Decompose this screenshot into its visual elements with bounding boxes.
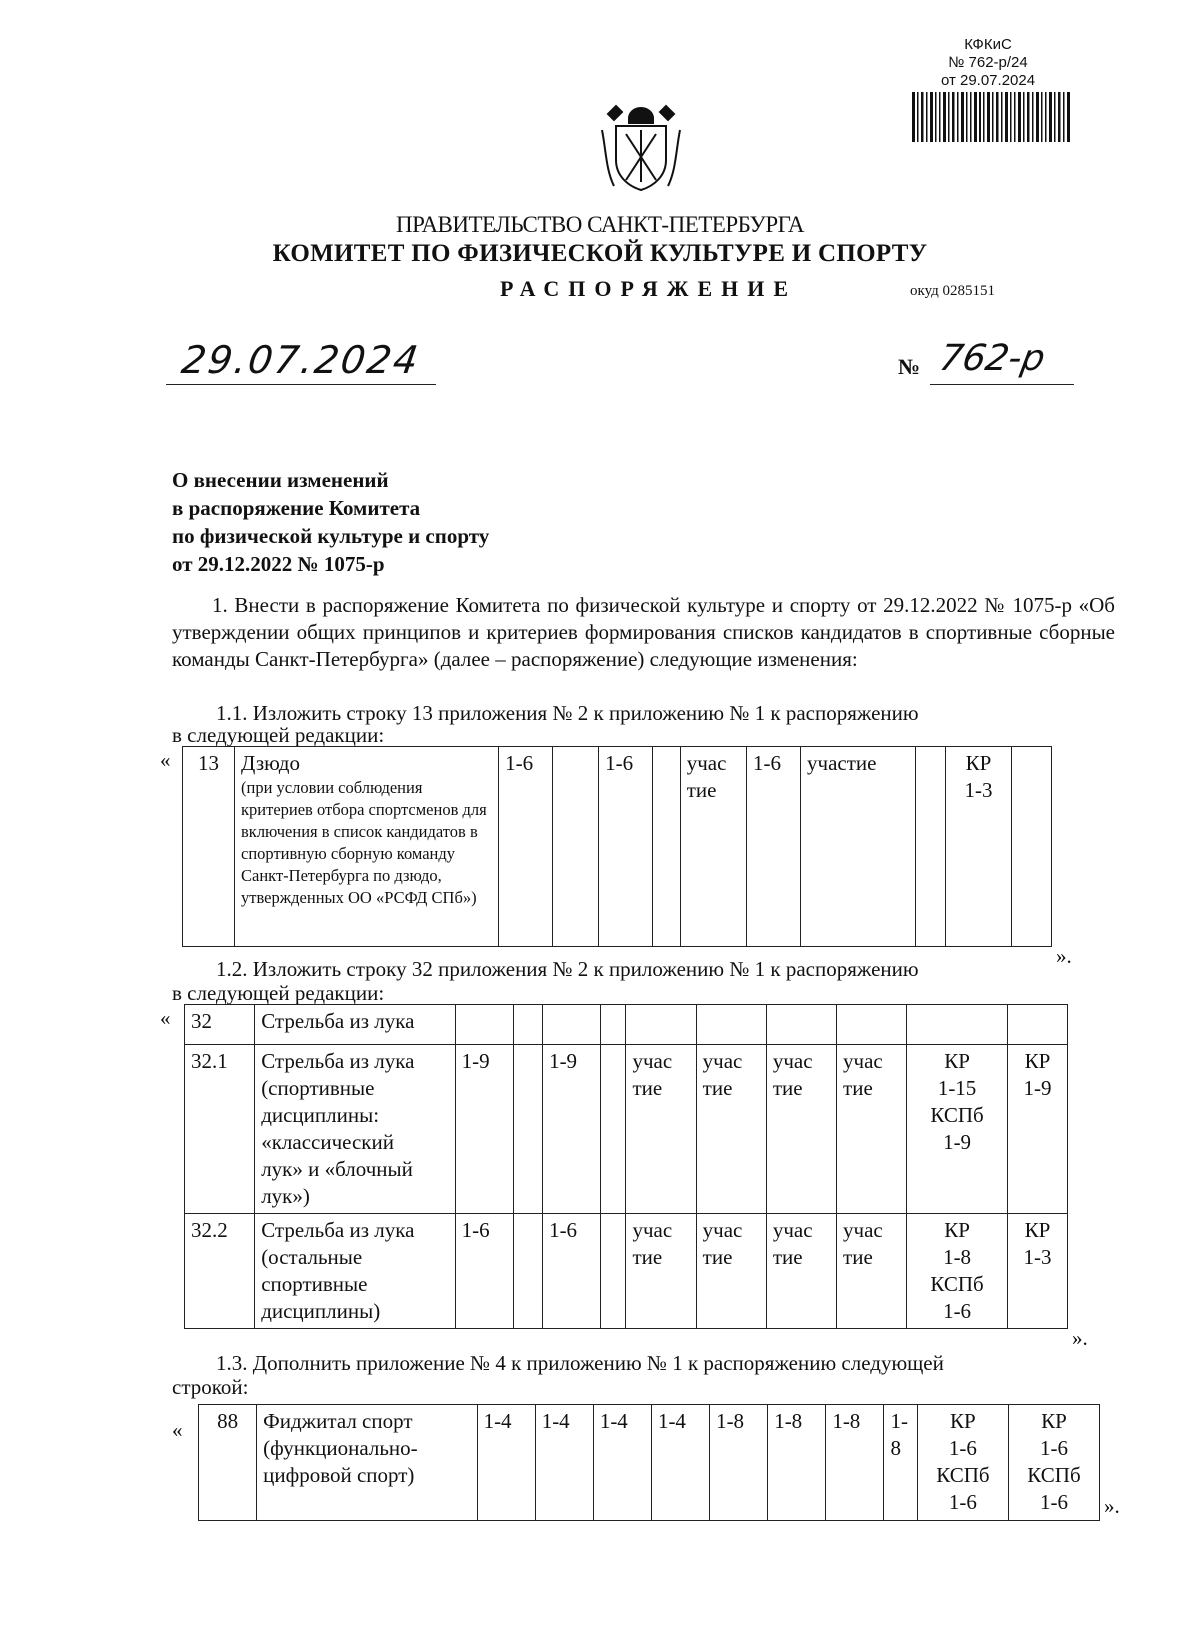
table-row-32 — [184, 1004, 1068, 1329]
open-quote: « — [160, 1006, 171, 1030]
cell-text: тие — [843, 1245, 873, 1269]
cell-empty — [455, 1005, 513, 1045]
stamp-org: КФКиС — [964, 36, 1012, 53]
cell-text: учас — [772, 1218, 813, 1242]
cell-text: КР — [944, 1218, 970, 1242]
cell-empty — [653, 747, 681, 947]
cell-text: 1- — [890, 1409, 908, 1433]
date-underline — [166, 384, 436, 385]
cell-text: тие — [686, 778, 717, 802]
cell-text: 1-6 — [943, 1299, 972, 1323]
cell-text: 1-9 — [943, 1130, 972, 1154]
cell-text: тие — [702, 1076, 733, 1100]
cell-value: 1-4 — [651, 1405, 709, 1521]
paragraph-1-2-cont: в следующей редакции: — [172, 981, 385, 1005]
table-row-13 — [182, 746, 1052, 947]
cell-value: 1-8 — [768, 1405, 826, 1521]
cell-text: дисциплины: — [261, 1103, 380, 1127]
cell-text: 1-6 — [1039, 1490, 1068, 1514]
cell-kr — [917, 1405, 1008, 1521]
cell-text: учас — [702, 1049, 743, 1073]
cell-text: 1-15 — [937, 1076, 977, 1100]
cell-text: 1-8 — [943, 1245, 972, 1269]
cell-number: 32.1 — [185, 1045, 255, 1214]
cell-text: лук» и «блочный — [261, 1157, 413, 1181]
cell-text: 1-9 — [1023, 1076, 1052, 1100]
open-quote: « — [160, 748, 171, 772]
cell-text: 1-3 — [964, 778, 993, 802]
table-row — [185, 1045, 1068, 1214]
cell-text: КР — [1041, 1409, 1067, 1433]
cell-empty — [696, 1005, 766, 1045]
cell-text: 1-6 — [948, 1436, 977, 1460]
cell-text: (функционально- — [263, 1436, 418, 1460]
cell-kr — [907, 1214, 1008, 1329]
cell-text: тие — [772, 1245, 803, 1269]
paragraph-1-1-cont: в следующей редакции: — [172, 723, 385, 747]
cell-value: 1-6 — [599, 747, 653, 947]
table-row — [183, 747, 1052, 947]
cell-sport — [255, 1214, 455, 1329]
cell-text: КР — [950, 1409, 976, 1433]
cell-value: 1-9 — [543, 1045, 601, 1214]
sport-name: Дзюдо — [241, 751, 300, 775]
cell-value: 1-9 — [455, 1045, 513, 1214]
cell-empty — [907, 1005, 1008, 1045]
cell-value: 1-8 — [826, 1405, 884, 1521]
cell-text: тие — [772, 1076, 803, 1100]
number-label: № — [898, 354, 921, 379]
committee-name: КОМИТЕТ ПО ФИЗИЧЕСКОЙ КУЛЬТУРЕ И СПОРТУ — [272, 240, 928, 267]
cell-empty — [601, 1005, 626, 1045]
cell-empty — [601, 1045, 626, 1214]
cell-participation — [696, 1045, 766, 1214]
cell-kr — [1007, 1214, 1067, 1329]
cell-sport — [257, 1405, 477, 1521]
cell-text: тие — [632, 1076, 663, 1100]
cell-text: КСПб — [936, 1463, 990, 1487]
cell-kr — [945, 747, 1011, 947]
cell-empty — [837, 1005, 907, 1045]
cell-participation — [696, 1214, 766, 1329]
document-number: 762-р — [936, 338, 1049, 379]
cell-value: 1-6 — [746, 747, 800, 947]
cell-participation — [626, 1214, 696, 1329]
cell-text: тие — [702, 1245, 733, 1269]
cell-empty — [626, 1005, 696, 1045]
subject-line: в распоряжение Комитета — [172, 496, 421, 520]
cell-text: учас — [632, 1049, 673, 1073]
coat-of-arms-icon — [596, 100, 686, 196]
cell-text: 1-6 — [1039, 1436, 1068, 1460]
cell-empty — [1012, 747, 1052, 947]
cell-value: 1-6 — [499, 747, 553, 947]
cell-empty — [553, 747, 599, 947]
paragraph-1-3-cont: строкой: — [172, 1375, 249, 1399]
paragraph-1-3: 1.3. Дополнить приложение № 4 к приложению № 1 к распоряжению следующей — [216, 1351, 944, 1375]
cell-text: (спортивные — [261, 1076, 375, 1100]
cell-text: КСПб — [930, 1103, 984, 1127]
document-date: 29.07.2024 — [178, 338, 423, 382]
cell-text: КР — [1024, 1049, 1051, 1073]
cell-text: тие — [843, 1076, 873, 1100]
cell-text: учас — [843, 1049, 883, 1073]
cell-value: 1-4 — [477, 1405, 535, 1521]
cell-text: Стрельба из лука — [261, 1218, 415, 1242]
paragraph-1-1: 1.1. Изложить строку 13 приложения № 2 к приложению № 1 к распоряжению — [216, 701, 919, 725]
cell-empty — [766, 1005, 836, 1045]
cell-text: учас — [632, 1218, 673, 1242]
close-quote: ». — [1072, 1326, 1088, 1350]
subject-line: от 29.12.2022 № 1075-р — [172, 552, 385, 576]
cell-number: 13 — [183, 747, 235, 947]
cell-participation — [766, 1045, 836, 1214]
cell-empty — [543, 1005, 601, 1045]
cell-empty — [601, 1214, 626, 1329]
sport-note: (при условии соблюдения критериев отбора спортсменов для включения в список кандидатов в спортивную сборную команду Санкт-Петербурга по дзюдо, утвержденных ОО «РСФД СПб») — [241, 778, 487, 907]
cell-text: 1-3 — [1023, 1245, 1052, 1269]
cell-empty — [513, 1045, 543, 1214]
stamp-number: № 762-р/24 — [948, 54, 1028, 71]
registration-stamp — [908, 36, 1068, 90]
cell-text: тие — [632, 1245, 663, 1269]
cell-text: КР — [965, 751, 992, 775]
cell-text: Стрельба из лука — [261, 1049, 415, 1073]
cell-text: учас — [772, 1049, 813, 1073]
number-underline — [930, 384, 1074, 385]
subject-block — [172, 466, 489, 578]
cell-text: КР — [944, 1049, 970, 1073]
cell-text: Фиджитал спорт — [263, 1409, 413, 1433]
paragraph-1-2: 1.2. Изложить строку 32 приложения № 2 к приложению № 1 к распоряжению — [216, 957, 919, 981]
cell-value: 1-6 — [543, 1214, 601, 1329]
table-row — [199, 1405, 1100, 1521]
cell-sport — [235, 747, 499, 947]
cell-value — [884, 1405, 917, 1521]
cell-participation — [766, 1214, 836, 1329]
cell-text: цифровой спорт) — [263, 1463, 415, 1487]
cell-value: 1-6 — [455, 1214, 513, 1329]
stamp-date: от 29.07.2024 — [940, 72, 1036, 89]
cell-participation — [837, 1045, 907, 1214]
cell-text: учас — [686, 751, 727, 775]
cell-empty — [513, 1005, 543, 1045]
paragraph-1 — [172, 592, 1115, 673]
cell-text: «классический — [261, 1130, 394, 1154]
cell-participation — [837, 1214, 907, 1329]
paragraph-1-text: 1. Внести в распоряжение Комитета по физической культуре и спорту от 29.12.2022 № 1075-р «Об утверждении общих принципов и критериев формирования списков кандидатов в спортивные сборные команды Санкт-Петербурга» (далее – распоряжение) следующие изменения: — [172, 593, 1115, 671]
government-name: ПРАВИТЕЛЬСТВО САНКТ-ПЕТЕРБУРГА — [395, 212, 805, 237]
cell-text: 8 — [890, 1436, 901, 1460]
document-type: РАСПОРЯЖЕНИЕ — [500, 276, 798, 301]
cell-text: 1-6 — [948, 1490, 977, 1514]
cell-value: 1-8 — [710, 1405, 768, 1521]
cell-participation: участие — [801, 747, 916, 947]
cell-kr — [1007, 1045, 1067, 1214]
cell-text: лук») — [261, 1184, 310, 1208]
open-quote: « — [172, 1418, 183, 1442]
okud-code: окуд 0285151 — [910, 283, 996, 299]
cell-sport: Стрельба из лука — [255, 1005, 455, 1045]
cell-empty — [513, 1214, 543, 1329]
cell-text: КР — [1024, 1218, 1051, 1242]
table-row-88 — [198, 1404, 1100, 1521]
cell-value: 1-4 — [593, 1405, 651, 1521]
cell-number: 32.2 — [185, 1214, 255, 1329]
table-row — [185, 1005, 1068, 1045]
cell-kr — [1008, 1405, 1099, 1521]
cell-value: 1-4 — [535, 1405, 593, 1521]
cell-text: спортивные — [261, 1272, 368, 1296]
subject-line: по физической культуре и спорту — [172, 524, 490, 548]
table-row — [185, 1214, 1068, 1329]
cell-number: 88 — [199, 1405, 257, 1521]
subject-line: О внесении изменений — [172, 468, 389, 492]
barcode — [912, 92, 1070, 142]
cell-number: 32 — [185, 1005, 255, 1045]
cell-empty — [1007, 1005, 1067, 1045]
cell-text: КСПб — [930, 1272, 984, 1296]
cell-text: дисциплины) — [261, 1299, 381, 1323]
cell-participation — [626, 1045, 696, 1214]
cell-participation — [680, 747, 746, 947]
cell-sport — [255, 1045, 455, 1214]
cell-empty — [916, 747, 946, 947]
close-quote: ». — [1104, 1494, 1120, 1518]
cell-text: (остальные — [261, 1245, 363, 1269]
cell-text: учас — [702, 1218, 743, 1242]
cell-text: учас — [843, 1218, 883, 1242]
close-quote: ». — [1056, 944, 1072, 968]
cell-text: КСПб — [1027, 1463, 1081, 1487]
cell-kr — [907, 1045, 1008, 1214]
